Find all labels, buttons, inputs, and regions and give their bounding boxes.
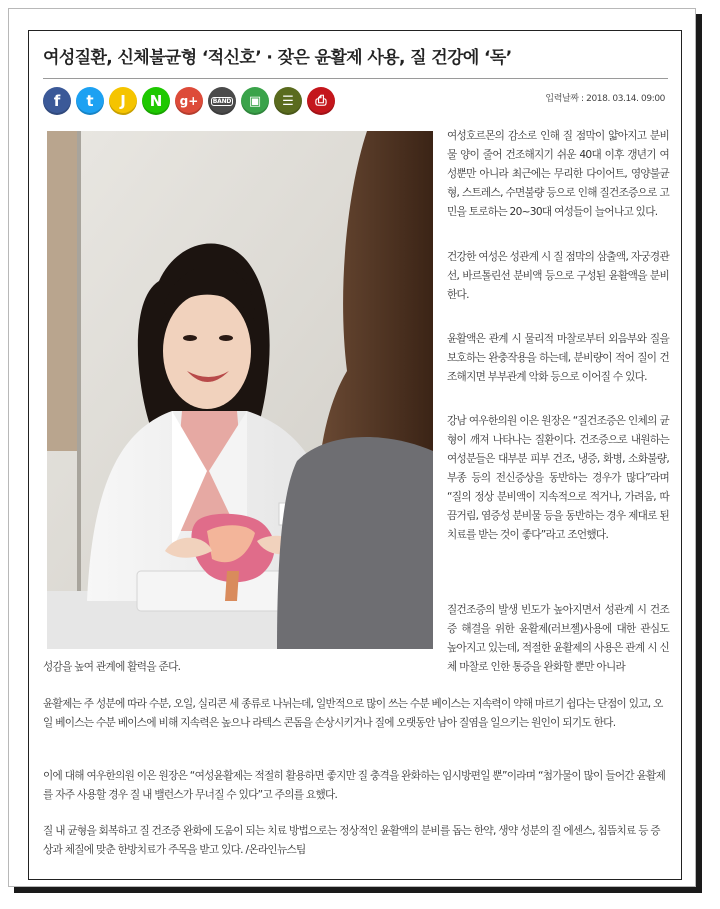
googleplus-share-button[interactable] xyxy=(175,87,203,115)
kakaostory-share-button[interactable] xyxy=(109,87,137,115)
list-icon: ☰ xyxy=(282,93,294,109)
article-paragraph-7: 이에 대해 여우한의원 이은 원장은 “여성윤활제는 적절히 활용하면 좋지만 질 충격을 완화하는 임시방편일 뿐”이라며 “첨가물이 많이 들어간 윤활제를 자주 사용할 경우 질 내 밸런스가 무너질 수 있다”고 주의를 요했다. xyxy=(43,770,666,801)
article-paragraph-8: 질 내 균형을 회복하고 질 건조증 완화에 도움이 되는 치료 방법으로는 정상적인 윤활액의 분비를 돕는 한약, 생약 성분의 질 에센스, 침뜸치료 등 증상과 체질에 맞춘 한방치료가 주목을 받고 있다. /온라인뉴스팀 xyxy=(43,825,660,856)
band-icon: BAND xyxy=(212,97,232,105)
article-title: 여성질환, 신체불균형 ‘적신호’ · 잦은 윤활제 사용, 질 건강에 ‘독’ xyxy=(43,48,512,68)
article-paragraph-2: 건강한 여성은 성관계 시 질 점막의 삼출액, 자궁경관선, 바르톨린선 분비액 등으로 구성된 윤활액을 분비한다. xyxy=(447,251,669,301)
naver-share-button[interactable] xyxy=(142,87,170,115)
article-paragraph-1: 여성호르몬의 감소로 인해 질 점막이 얇아지고 분비물 양이 줄어 건조해지기 쉬운 40대 이후 갱년기 여성뿐만 아니라 최근에는 무리한 다이어트, 영양불균형, 스트레스, 수면불량 등으로 인해 질건조증으로 고민을 토로하는 20~30대 여성들이 늘어나고 있다. xyxy=(447,130,669,218)
article-paragraph-5: 질건조증의 발생 빈도가 높아지면서 성관계 시 건조증 해결을 위한 윤활제(러브젤)사용에 대한 관심도 높아지고 있는데, 적절한 윤활제의 사용은 관계 시 신체 마찰로 인한 통증을 완화할 뿐만 아니라 xyxy=(447,604,669,673)
article-card xyxy=(28,30,682,880)
title-divider xyxy=(43,78,668,79)
publish-date: 입력날짜 : 2018. 03.14. 09:00 xyxy=(545,94,665,104)
googleplus-icon: g+ xyxy=(179,94,199,108)
naver-icon: N xyxy=(149,92,163,110)
facebook-share-button[interactable] xyxy=(43,87,71,115)
article-paragraph-6: 윤활제는 주 성분에 따라 수분, 오일, 실리콘 세 종류로 나뉘는데, 일반적으로 많이 쓰는 수분 베이스는 지속력이 약해 마르기 쉽다는 단점이 있고, 오일 베이스는 수분 베이스에 비해 지속력은 높으나 라텍스 콘돔을 손상시키거나 질에 오랫동안 남아 질염을 일으키는 원인이 되기도 한다. xyxy=(43,698,663,729)
article-photo xyxy=(47,131,433,649)
print-button[interactable] xyxy=(307,87,335,115)
print-icon: ⎙ xyxy=(315,93,327,109)
copy-icon: ▣ xyxy=(248,93,262,109)
article-paragraph-4: 강남 여우한의원 이은 원장은 “질건조증은 인체의 균형이 깨져 나타나는 질환이다. 건조증으로 내원하는 여성분들은 대부분 피부 건조, 냉증, 화병, 소화불량, 부종 등의 전신증상을 동반하는 경우가 많다”라며 “질의 정상 분비액이 지속적으로 적거나, 가려움, 따끔거림, 염증성 분비물 등을 동반하는 경우 제대로 된 치료를 받는 것이 좋다”라고 조언했다. xyxy=(447,415,669,541)
share-toolbar xyxy=(43,87,335,117)
band-share-button[interactable] xyxy=(208,87,236,115)
copy-url-button[interactable] xyxy=(241,87,269,115)
twitter-share-button[interactable] xyxy=(76,87,104,115)
kakaostory-icon: J xyxy=(120,92,126,110)
article-paragraph-3: 윤활액은 관계 시 물리적 마찰로부터 외음부와 질을 보호하는 완충작용을 하는데, 분비량이 적어 질이 건조해지면 부부관계 악화 등으로 이어질 수 있다. xyxy=(447,333,669,383)
facebook-icon: f xyxy=(53,92,61,110)
article-paragraph-5-continued: 성감을 높여 관계에 활력을 준다. xyxy=(43,661,181,673)
twitter-icon: t xyxy=(86,92,94,110)
article-list-button[interactable] xyxy=(274,87,302,115)
